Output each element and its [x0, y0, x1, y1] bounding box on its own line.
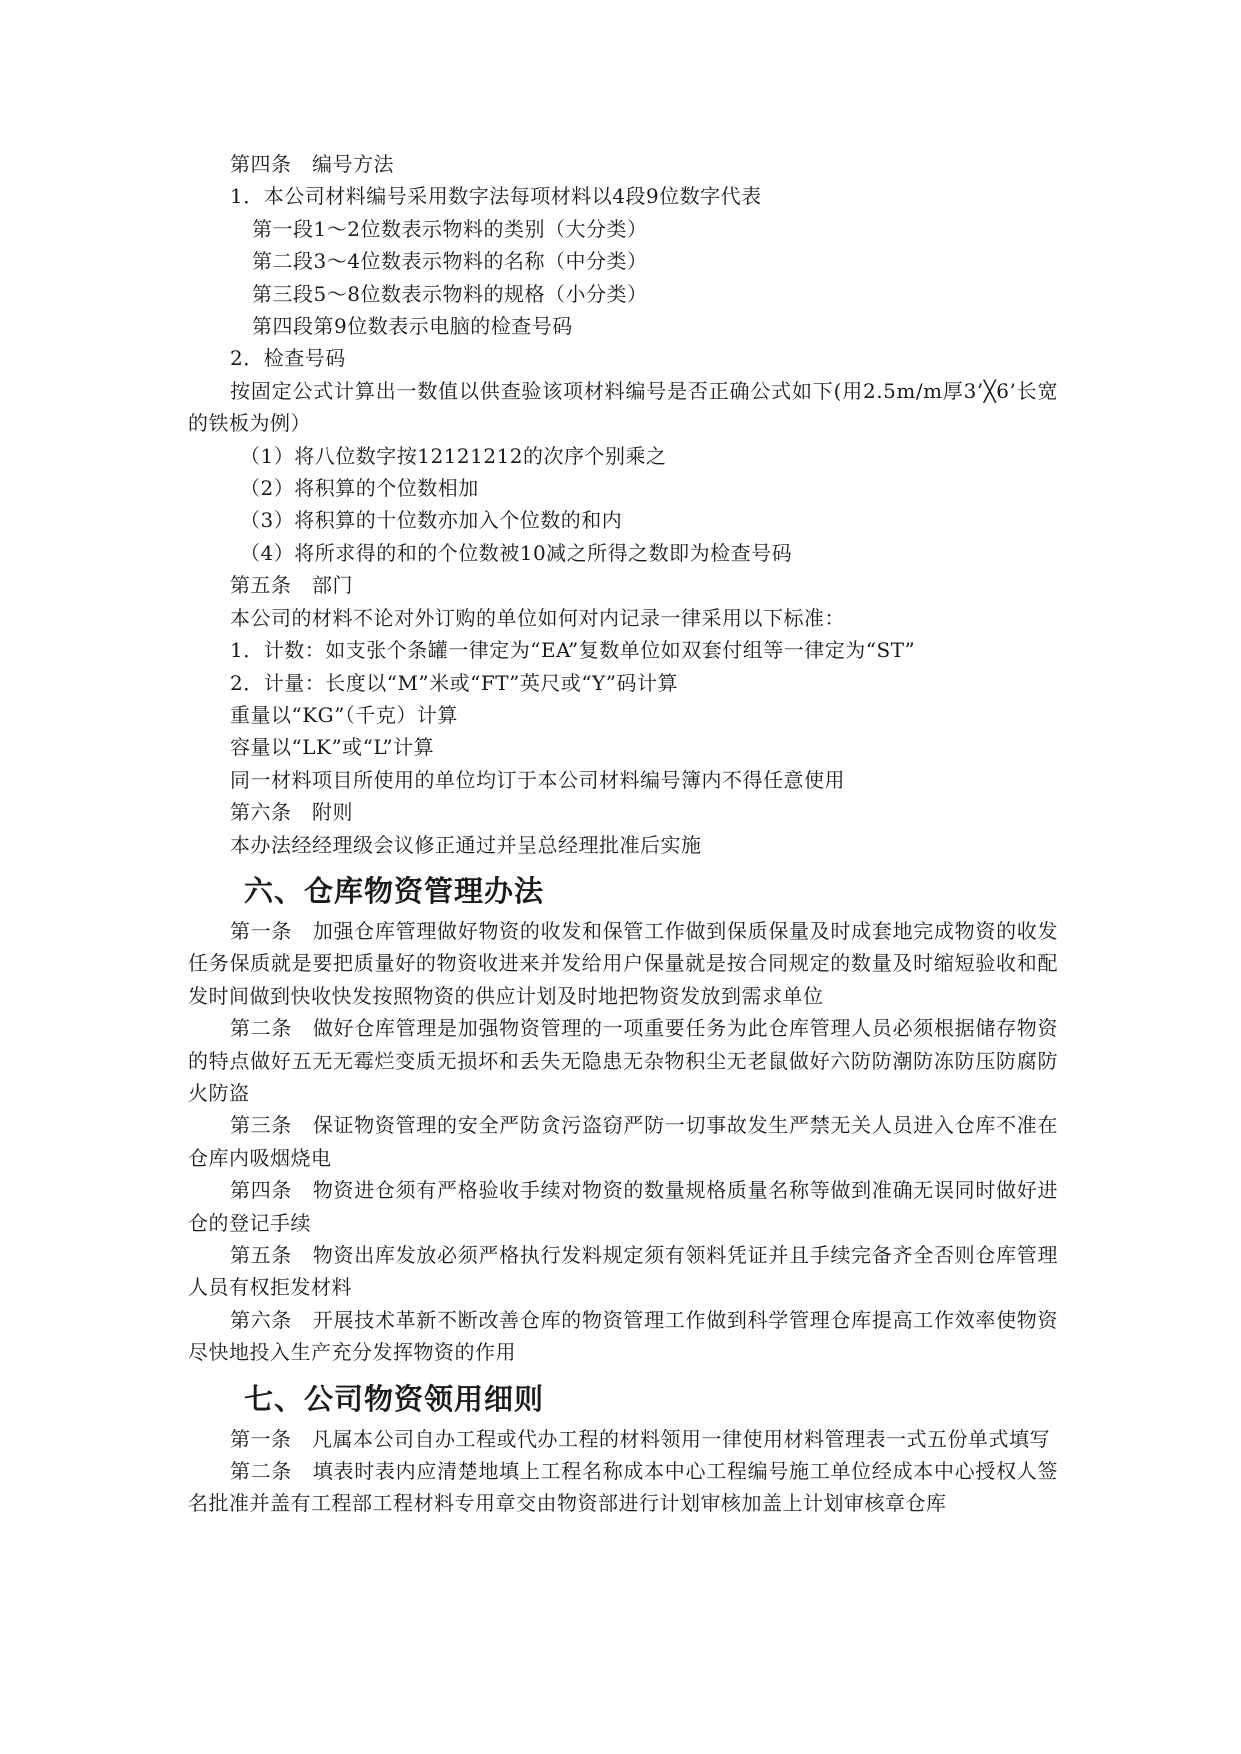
section-6-article-6: 第六条 开展技术革新不断改善仓库的物资管理工作做到科学管理仓库提高工作效率使物资尽快地投入生产充分发挥物资的作用 [188, 1307, 1058, 1365]
implementation-note: 本办法经经理级会议修正通过并呈总经理批准后实施 [230, 832, 702, 857]
numbering-rule-1: 1．本公司材料编号采用数字法每项材料以4段9位数字代表 [230, 184, 762, 209]
page-content [188, 148, 1058, 1520]
section-6-article-5: 第五条 物资出库发放必须严格执行发料规定须有领料凭证并且手续完备齐全否则仓库管理人员有权拒发材料 [188, 1243, 1058, 1300]
section-7-heading: 七、公司物资领用细则 [244, 1381, 545, 1416]
segment-4: 第四段第9位数表示电脑的检查号码 [252, 314, 573, 339]
step-1: （1）将八位数字按12121212的次序个别乘之 [240, 443, 667, 468]
step-3: （3）将积算的十位数亦加入个位数的和内 [240, 508, 623, 533]
formula-paragraph: 按固定公式计算出一数值以供查验该项材料编号是否正确公式如下(用2.5m/m厚3’╳6’长宽的铁板为例） [188, 378, 1058, 436]
unit-standard-intro: 本公司的材料不论对外订购的单位如何对内记录一律采用以下标准： [230, 605, 845, 630]
section-6-article-1: 第一条 加强仓库管理做好物资的收发和保管工作做到保质保量及时成套地完成物资的收发任务保质就是要把质量好的物资收进来并发给用户保量就是按合同规定的数量及时缩短验收和配发时间做到快收快发按照物资的供应计划及时地把物资发放到需求单位 [188, 918, 1058, 1008]
section-6-heading: 六、仓库物资管理办法 [244, 873, 545, 908]
unit-usage-rule: 同一材料项目所使用的单位均订于本公司材料编号簿内不得任意使用 [230, 767, 845, 792]
unit-weight-rule: 重量以“KG”（千克）计算 [230, 702, 458, 727]
section-7-article-1: 第一条 凡属本公司自办工程或代办工程的材料领用一律使用材料管理表一式五份单式填写 [230, 1426, 1050, 1451]
segment-1: 第一段1～2位数表示物料的类别（大分类） [252, 216, 648, 241]
check-code-title: 2．检查号码 [230, 346, 346, 371]
step-2: （2）将积算的个位数相加 [240, 476, 479, 501]
section-7-article-2: 第二条 填表时表内应清楚地填上工程名称成本中心工程编号施工单位经成本中心授权人签名批准并盖有工程部工程材料专用章交由物资部进行计划审核加盖上计划审核章仓库 [188, 1459, 1058, 1516]
unit-count-rule: 1．计数：如支张个条罐一律定为“EA”复数单位如双套付组等一律定为“ST” [230, 638, 916, 663]
section-6-article-3: 第三条 保证物资管理的安全严防贪污盗窃严防一切事故发生严禁无关人员进入仓库不准在仓库内吸烟烧电 [188, 1113, 1058, 1170]
article-4-title: 第四条 编号方法 [230, 152, 394, 176]
segment-3: 第三段5～8位数表示物料的规格（小分类） [252, 281, 648, 306]
article-6-title: 第六条 附则 [230, 800, 353, 825]
section-6-article-2: 第二条 做好仓库管理是加强物资管理的一项重要任务为此仓库管理人员必须根据储存物资的特点做好五无无霉烂变质无损坏和丢失无隐患无杂物积尘无老鼠做好六防防潮防冻防压防腐防火防盗 [188, 1016, 1058, 1105]
unit-volume-rule: 容量以“LK”或“L”计算 [230, 735, 435, 760]
step-4: （4）将所求得的和的个位数被10减之所得之数即为检查号码 [240, 540, 793, 565]
article-5-title: 第五条 部门 [230, 573, 353, 598]
segment-2: 第二段3～4位数表示物料的名称（中分类） [252, 249, 648, 274]
unit-length-rule: 2．计量：长度以“M”米或“FT”英尺或“Y”码计算 [230, 670, 678, 695]
section-6-article-4: 第四条 物资进仓须有严格验收手续对物资的数量规格质量名称等做到准确无误同时做好进仓的登记手续 [188, 1178, 1058, 1235]
